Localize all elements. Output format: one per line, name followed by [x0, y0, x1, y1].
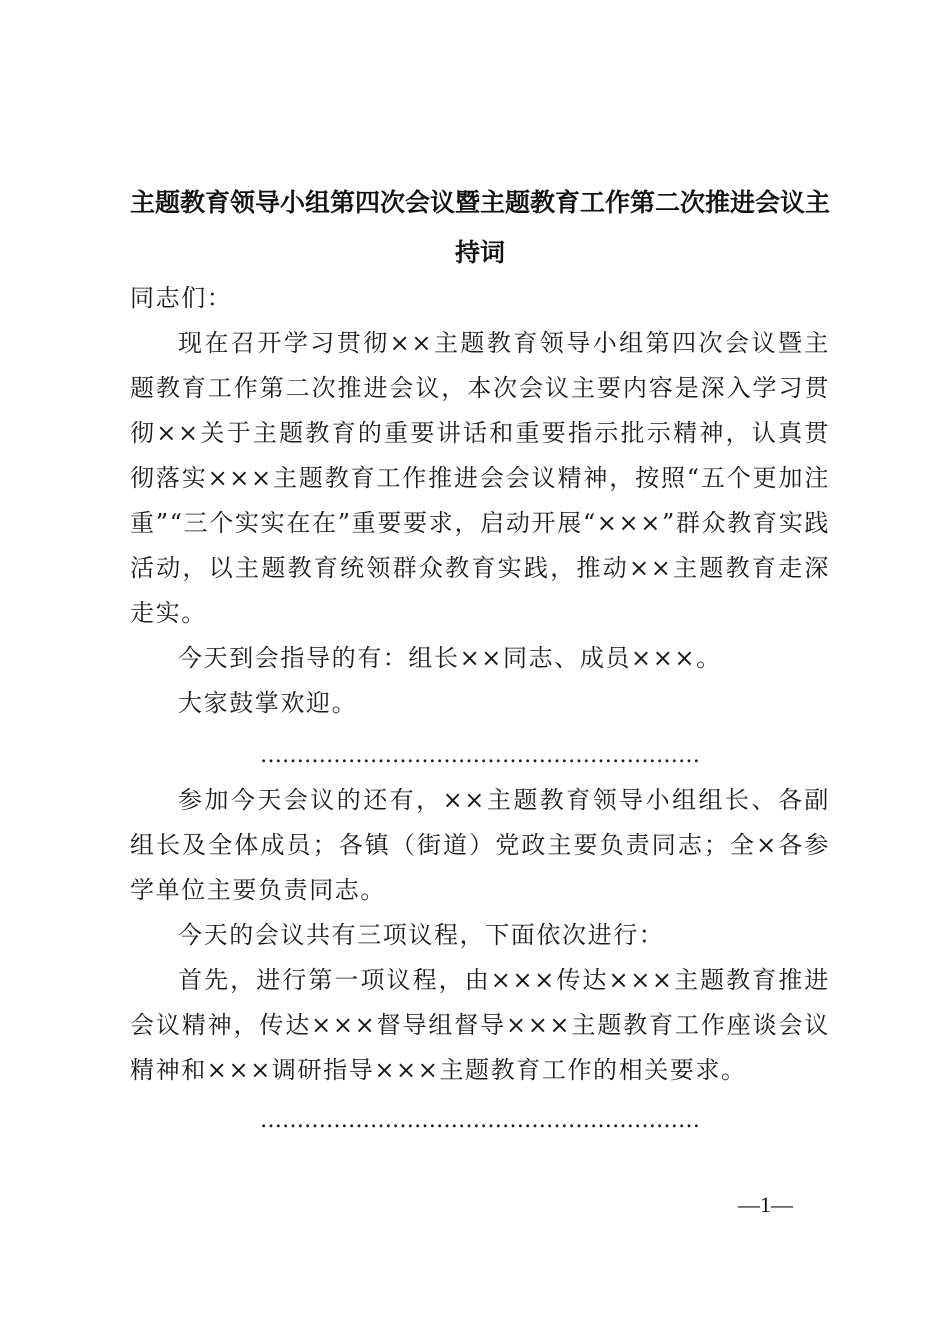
- paragraph-attendees: 参加今天会议的还有，××主题教育领导小组组长、各副组长及全体成员；各镇（街道）党政主要负责同志；全×各参学单位主要负责同志。: [130, 786, 830, 904]
- paragraph-opening: 现在召开学习贯彻××主题教育领导小组第四次会议暨主题教育工作第二次推进会议，本次会议主要内容是深入学习贯彻××关于主题教育的重要讲话和重要指示批示精神，认真贯彻落实×××主题教育工作推进会会议精神，按照“五个更加注重”“三个实实在在”重要要求，启动开展“×××”群众教育实践活动，以主题教育统领群众教育实践，推动××主题教育走深走实。: [130, 329, 830, 627]
- separator-dots: ……………………………………………………: [260, 1108, 700, 1133]
- paragraph-agenda-intro: 今天的会议共有三项议程，下面依次进行：: [178, 921, 665, 949]
- document-title: 主题教育领导小组第四次会议暨主题教育工作第二次推进会议主持词: [129, 188, 830, 267]
- paragraph-applause: 大家鼓掌欢迎。: [178, 689, 358, 717]
- page-number: —1—: [738, 1192, 793, 1217]
- paragraph-guests: 今天到会指导的有：组长××同志、成员×××。: [178, 644, 722, 672]
- salutation: 同志们：: [130, 284, 233, 312]
- separator-dots: ……………………………………………………: [260, 743, 700, 768]
- document-body: [130, 276, 830, 1143]
- paragraph-agenda-item-1: 首先，进行第一项议程，由×××传达×××主题教育推进会议精神，传达×××督导组督导×××主题教育工作座谈会议精神和×××调研指导×××主题教育工作的相关要求。: [130, 966, 830, 1084]
